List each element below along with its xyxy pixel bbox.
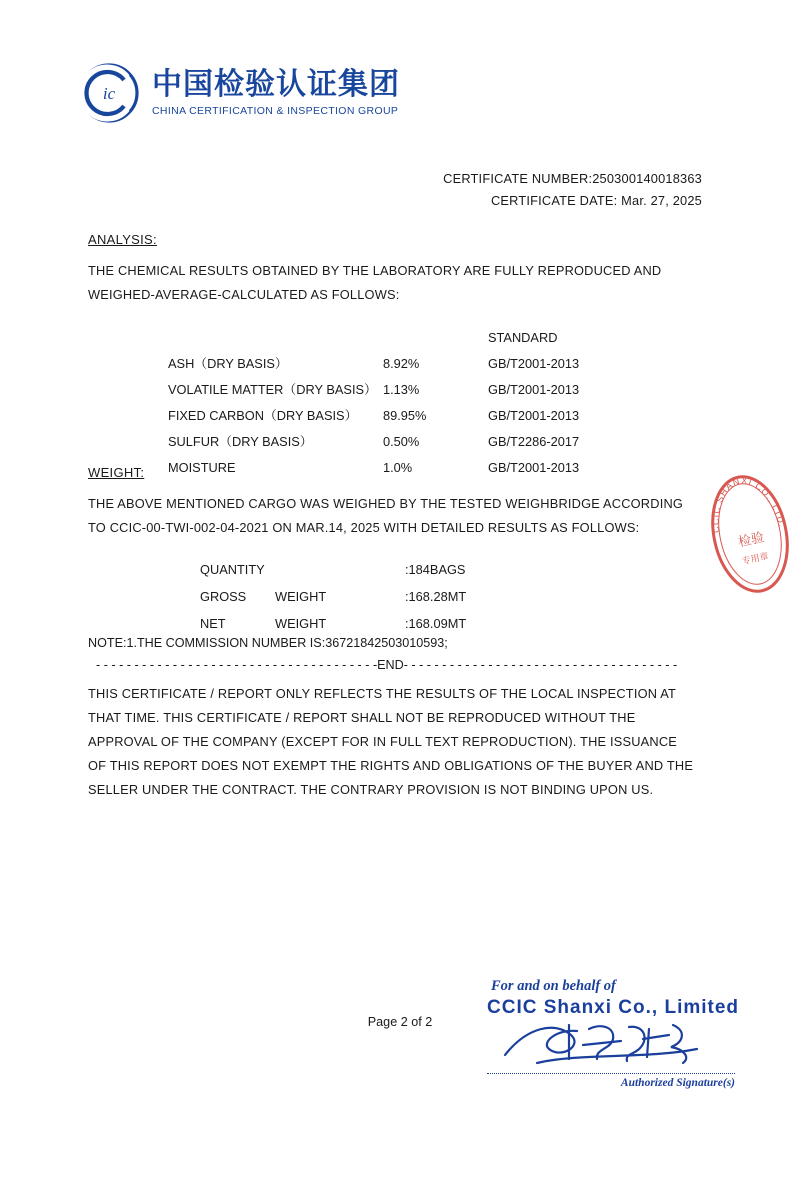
- weight-value: :168.28MT: [405, 589, 467, 604]
- handwritten-signature-icon: [487, 1019, 772, 1071]
- analysis-intro-line-1: THE CHEMICAL RESULTS OBTAINED BY THE LABORATORY ARE FULLY REPRODUCED AND: [88, 263, 662, 278]
- analysis-section: [88, 232, 713, 481]
- analysis-standard: GB/T2286-2017: [488, 434, 580, 449]
- weight-label-1: GROSS: [200, 589, 247, 604]
- disclaimer-line-5: SELLER UNDER THE CONTRACT. THE CONTRARY PROVISION IS NOT BINDING UPON US.: [88, 782, 654, 797]
- svg-text:专用章: 专用章: [741, 551, 770, 568]
- svg-text:检验: 检验: [737, 530, 766, 551]
- certificate-date: CERTIFICATE DATE: Mar. 27, 2025: [490, 193, 702, 208]
- signing-company-name: CCIC Shanxi Co., Limited: [487, 997, 740, 1018]
- analysis-item: VOLATILE MATTER（DRY BASIS）: [168, 382, 377, 397]
- certificate-meta: [443, 168, 702, 212]
- for-and-on-behalf-label: For and on behalf of: [491, 978, 616, 994]
- weight-intro-line-1: THE ABOVE MENTIONED CARGO WAS WEIGHED BY THE TESTED WEIGHBRIDGE ACCORDING: [88, 496, 684, 511]
- signature-dotted-line: [487, 1073, 735, 1074]
- analysis-value: 89.95%: [383, 408, 427, 423]
- analysis-value: 0.50%: [383, 434, 420, 449]
- analysis-item: SULFUR（DRY BASIS）: [168, 434, 313, 449]
- analysis-item: MOISTURE: [168, 460, 236, 475]
- analysis-standard: GB/T2001-2013: [488, 356, 580, 371]
- signature-block: [487, 978, 772, 1089]
- weight-value: :168.09MT: [405, 616, 467, 631]
- table-row: [200, 583, 565, 610]
- disclaimer-line-1: THIS CERTIFICATE / REPORT ONLY REFLECTS THE RESULTS OF THE LOCAL INSPECTION AT: [88, 686, 677, 701]
- disclaimer-line-2: THAT TIME. THIS CERTIFICATE / REPORT SHALL NOT BE REPRODUCED WITHOUT THE: [88, 710, 636, 725]
- analysis-title: ANALYSIS:: [88, 232, 157, 247]
- logo-chinese-name: 中国检验认证集团: [152, 67, 400, 103]
- standard-column-header: STANDARD: [488, 330, 558, 345]
- table-row: [200, 556, 565, 583]
- authorized-signature-label: Authorized Signature(s): [620, 1077, 735, 1089]
- svg-text:CCIC SHANXI CO., LTD.: CCIC SHANXI CO., LTD.: [710, 475, 788, 534]
- analysis-standard: GB/T2001-2013: [488, 382, 580, 397]
- table-row: [168, 403, 688, 429]
- analysis-item: ASH（DRY BASIS）: [168, 356, 288, 371]
- ccic-logo-icon: [78, 62, 140, 124]
- analysis-item: FIXED CARBON（DRY BASIS）: [168, 408, 358, 423]
- svg-text:ic: ic: [102, 84, 116, 103]
- weight-label-1: NET: [200, 616, 226, 631]
- table-row: [168, 377, 688, 403]
- weight-label-2: [275, 556, 405, 583]
- table-row: [168, 429, 688, 455]
- weight-title: WEIGHT:: [88, 465, 145, 480]
- analysis-table: [168, 325, 688, 481]
- weight-table: [200, 556, 565, 637]
- analysis-value: 1.13%: [383, 382, 420, 397]
- weight-value: :184BAGS: [405, 562, 466, 577]
- weight-intro-line-2: TO CCIC-00-TWI-002-04-2021 ON MAR.14, 2025 WITH DETAILED RESULTS AS FOLLOWS:: [88, 520, 640, 535]
- page-number: Page 2 of 2: [367, 1015, 433, 1029]
- analysis-value: 8.92%: [383, 356, 420, 371]
- analysis-value: 1.0%: [383, 460, 413, 475]
- certificate-number: CERTIFICATE NUMBER:250300140018363: [443, 171, 702, 186]
- disclaimer-line-3: APPROVAL OF THE COMPANY (EXCEPT FOR IN FULL TEXT REPRODUCTION). THE ISSUANCE: [88, 734, 678, 749]
- document-header: [78, 62, 400, 124]
- logo-english-name: CHINA CERTIFICATION & INSPECTION GROUP: [152, 104, 399, 117]
- disclaimer-line-4: OF THIS REPORT DOES NOT EXEMPT THE RIGHTS AND OBLIGATIONS OF THE BUYER AND THE: [88, 758, 694, 773]
- analysis-standard: GB/T2001-2013: [488, 408, 580, 423]
- analysis-standard: GB/T2001-2013: [488, 460, 580, 475]
- weight-section: [88, 465, 718, 637]
- note-section: [88, 632, 713, 802]
- weight-label-2: WEIGHT: [275, 589, 327, 604]
- weight-label-1: QUANTITY: [200, 562, 265, 577]
- table-header-row: [168, 325, 688, 351]
- table-row: [168, 351, 688, 377]
- commission-number-note: NOTE:1.THE COMMISSION NUMBER IS:36721842503010593;: [88, 636, 448, 650]
- end-separator: - - - - - - - - - - - - - - - - - - - - - - - - - - - - - - - - - - - - -END- - - - - - - - - - - - - - - - - - - - - - - - - - - - - - - - - - - -: [96, 658, 678, 672]
- weight-label-2: WEIGHT: [275, 616, 327, 631]
- analysis-intro-line-2: WEIGHED-AVERAGE-CALCULATED AS FOLLOWS:: [88, 287, 400, 302]
